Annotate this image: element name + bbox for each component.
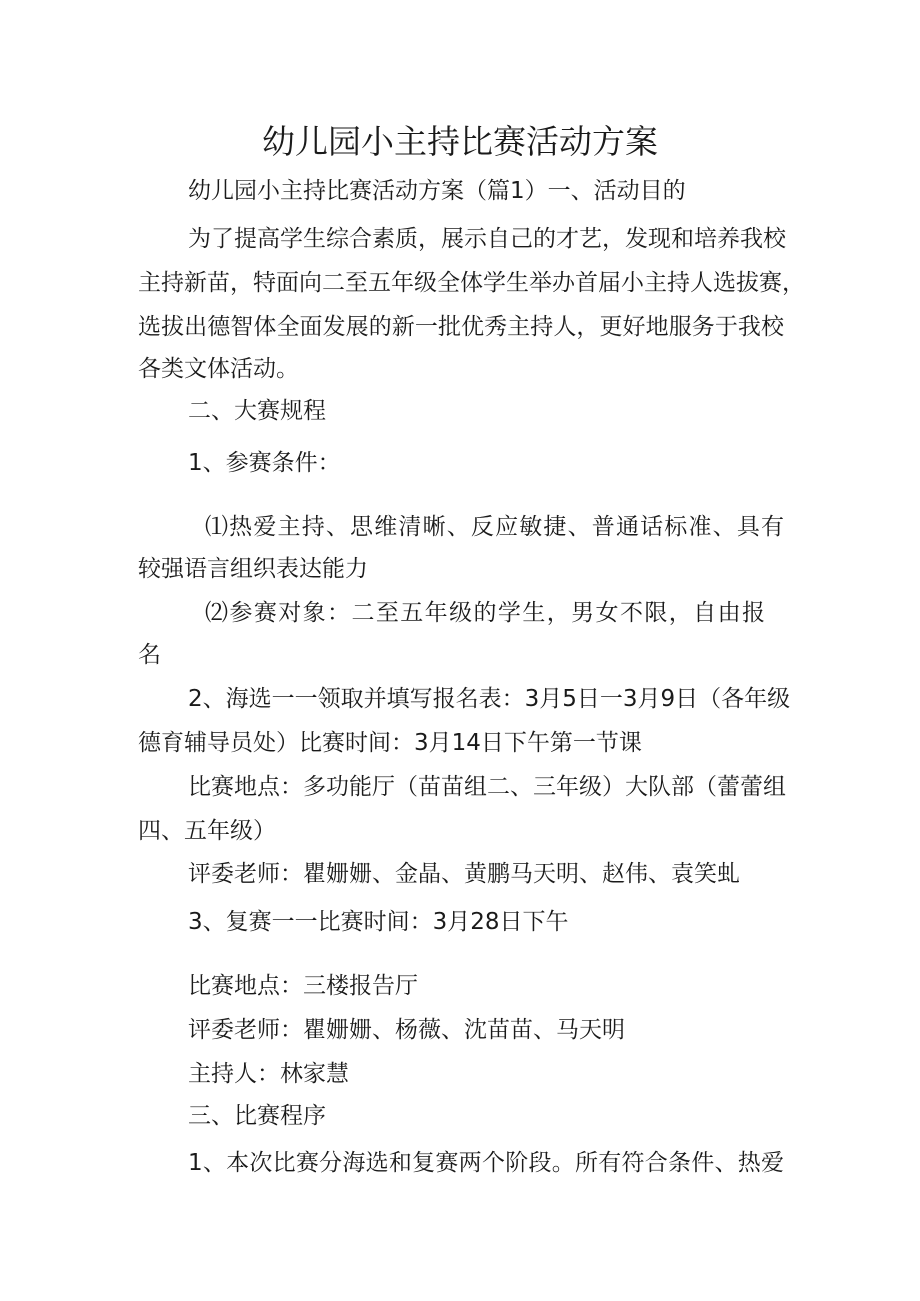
sub-heading: 3、复赛一一比赛时间：3月28日下午 — [188, 909, 569, 935]
paragraph-line: 比赛地点：多功能厅（苗苗组二、三年级）大队部（蕾蕾组 — [188, 774, 786, 800]
paragraph-line: ⑵参赛对象：二至五年级的学生，男女不限，自由报 — [205, 600, 765, 626]
paragraph-line: 名 — [138, 642, 161, 668]
paragraph-line: ⑴热爱主持、思维清晰、反应敏捷、普通话标准、具有 — [205, 514, 784, 540]
paragraph-line: 四、五年级） — [138, 818, 276, 844]
paragraph-line: 选拔出德智体全面发展的新一批优秀主持人，更好地服务于我校 — [138, 314, 784, 340]
paragraph-line: 为了提高学生综合素质，展示自己的才艺，发现和培养我校 — [188, 226, 786, 252]
paragraph-line: 各类文体活动。 — [138, 356, 299, 382]
sub-heading: 1、参赛条件： — [188, 450, 341, 476]
paragraph-line: 1、本次比赛分海选和复赛两个阶段。所有符合条件、热爱 — [188, 1150, 784, 1176]
paragraph-line: 主持人：林家慧 — [188, 1061, 349, 1087]
paragraph-line: 幼儿园小主持比赛活动方案（篇1）一、活动目的 — [188, 178, 686, 204]
paragraph-line: 主持新苗，特面向二至五年级全体学生举办首届小主持人选拔赛， — [138, 270, 805, 296]
paragraph-line: 评委老师：瞿姗姗、杨薇、沈苗苗、马天明 — [188, 1017, 625, 1043]
paragraph-line: 较强语言组织表达能力 — [138, 556, 368, 582]
section-heading: 三、比赛程序 — [188, 1103, 326, 1129]
paragraph-line: 比赛地点：三楼报告厅 — [188, 973, 418, 999]
paragraph-line: 德育辅导员处）比赛时间：3月14日下午第一节课 — [138, 730, 642, 756]
paragraph-line: 评委老师：瞿姗姗、金晶、黄鹏马天明、赵伟、袁笑虬 — [188, 861, 740, 887]
document-title: 幼儿园小主持比赛活动方案 — [262, 122, 658, 161]
section-heading: 二、大赛规程 — [188, 398, 326, 424]
paragraph-line: 2、海选一一领取并填写报名表：3月5日一3月9日（各年级 — [188, 686, 791, 712]
